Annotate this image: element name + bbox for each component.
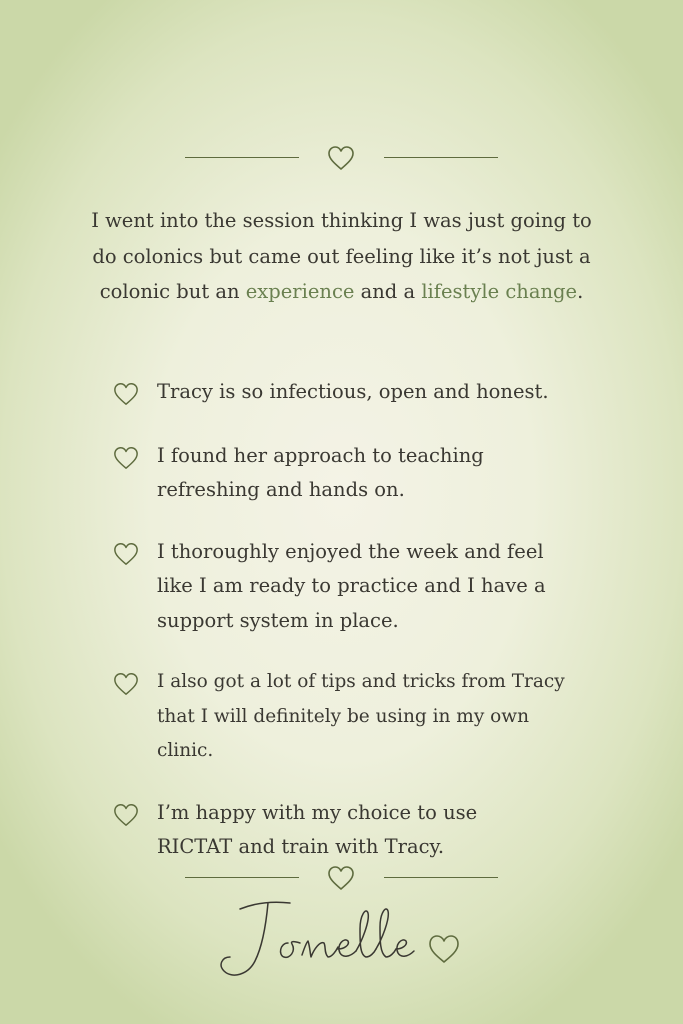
list-item: [110, 665, 590, 769]
list-item: [110, 535, 590, 639]
divider-line-left: [185, 157, 299, 158]
intro-quote: [90, 203, 593, 310]
list-item: [110, 796, 590, 865]
signature-heart-icon: [430, 936, 458, 962]
list-item-text: I also got a lot of tips and tricks from Tracy that I will definitely be using in my own clinic.: [157, 671, 565, 761]
list-item: [110, 375, 590, 410]
heart-bullet-icon: [112, 671, 140, 697]
heart-outline-icon: [326, 863, 356, 893]
bottom-divider: [0, 863, 683, 893]
heart-bullet-icon: [112, 445, 140, 471]
list-item-text: I found her approach to teaching refreshing and hands on.: [157, 443, 484, 501]
divider-line-left: [185, 877, 299, 878]
top-divider: [0, 143, 683, 173]
intro-highlight-lifestyle-change: lifestyle change: [421, 280, 578, 303]
heart-bullet-icon: [112, 381, 140, 407]
list-item-text: I’m happy with my choice to use RICTAT and train with Tracy.: [157, 800, 478, 858]
heart-outline-icon: [326, 143, 356, 173]
testimonial-list: [110, 375, 590, 865]
list-item-text: I thoroughly enjoyed the week and feel like I am ready to practice and I have a support system in place.: [157, 539, 546, 632]
intro-text-1: I went into the session thinking I was just going to do colonics but came out feeling like it’s not just a colonic but an: [91, 209, 592, 303]
heart-bullet-icon: [112, 541, 140, 567]
list-item: [110, 439, 590, 508]
intro-text-3: .: [577, 280, 584, 303]
signature: [210, 895, 480, 990]
divider-line-right: [384, 877, 498, 878]
intro-text-2: and a: [354, 280, 422, 303]
intro-highlight-experience: experience: [245, 280, 355, 303]
list-item-text: Tracy is so infectious, open and honest.: [157, 380, 549, 403]
heart-bullet-icon: [112, 802, 140, 828]
divider-line-right: [384, 157, 498, 158]
